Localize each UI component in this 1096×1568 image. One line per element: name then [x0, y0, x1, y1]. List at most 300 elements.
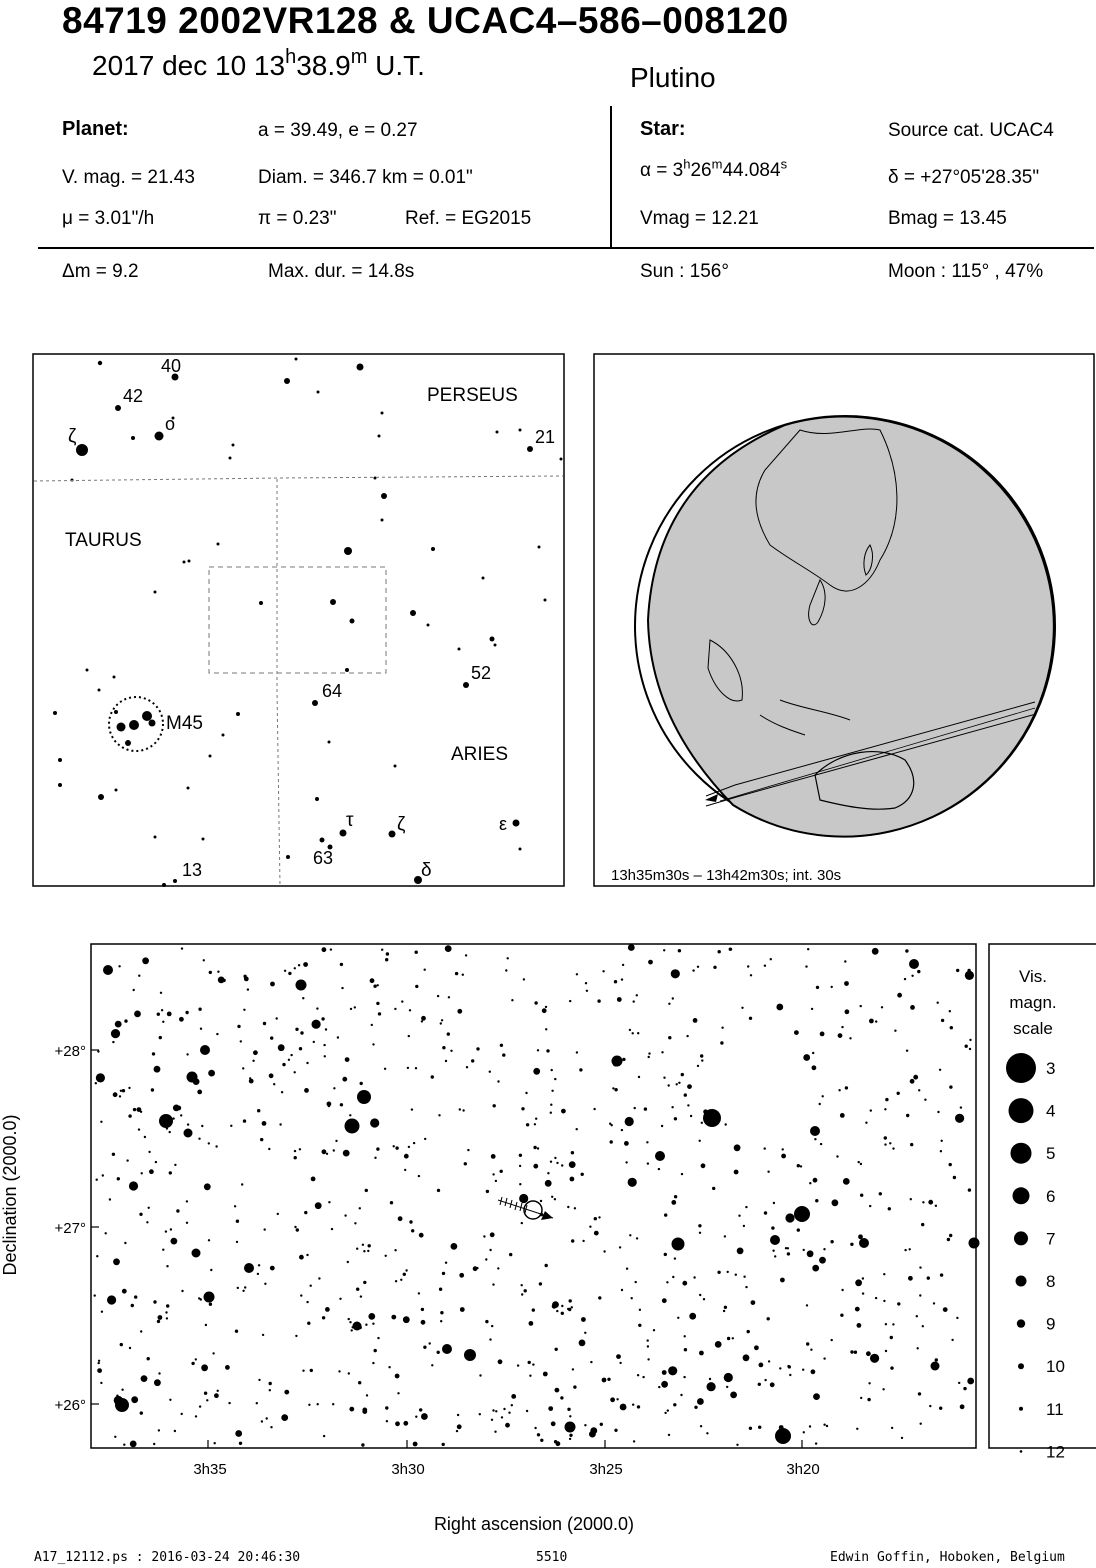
bright-star	[931, 1362, 940, 1371]
field-star	[171, 1238, 178, 1245]
field-star	[807, 1250, 814, 1257]
field-star	[663, 949, 665, 951]
field-star	[302, 997, 304, 999]
field-star	[547, 1172, 549, 1174]
field-star	[372, 1362, 374, 1364]
field-star	[830, 1240, 833, 1243]
field-star	[677, 1317, 679, 1319]
bright-star	[810, 1126, 820, 1136]
field-star	[384, 1068, 386, 1070]
field-star	[96, 1179, 98, 1181]
moon-elongation: Moon : 115° , 47%	[888, 261, 1044, 282]
field-star	[442, 1443, 445, 1446]
field-star	[326, 1153, 328, 1155]
field-star	[556, 1310, 558, 1312]
field-star	[875, 1297, 877, 1299]
field-star	[939, 1069, 941, 1071]
field-star	[393, 1145, 395, 1147]
field-star	[573, 1385, 576, 1388]
field-star	[594, 1231, 599, 1236]
field-star	[306, 1062, 308, 1064]
field-star	[371, 1024, 373, 1026]
finder-star	[202, 838, 205, 841]
field-star	[521, 1284, 523, 1286]
field-star	[537, 1433, 540, 1436]
field-star	[258, 1379, 260, 1381]
field-star	[636, 1237, 638, 1239]
mag-scale-title: Vis.	[1018, 967, 1048, 986]
field-star	[138, 975, 140, 977]
field-star	[205, 1324, 207, 1326]
field-star	[407, 1067, 409, 1069]
field-star	[571, 1151, 574, 1154]
field-star	[642, 1376, 644, 1378]
field-star	[940, 1273, 943, 1276]
field-star	[378, 1012, 381, 1015]
field-star	[800, 1165, 802, 1167]
field-star	[404, 1169, 406, 1171]
field-star	[633, 1000, 635, 1002]
field-star	[819, 1257, 826, 1264]
finder-star	[155, 432, 164, 441]
field-star	[304, 1088, 309, 1093]
field-star	[385, 1406, 388, 1409]
field-star	[261, 1420, 263, 1422]
field-star	[236, 1241, 238, 1243]
field-star	[358, 1381, 361, 1384]
field-star	[726, 1386, 728, 1388]
finder-star	[115, 405, 121, 411]
field-star	[614, 1429, 617, 1432]
field-star	[165, 1311, 167, 1313]
field-star	[811, 1369, 816, 1374]
field-star	[956, 1317, 958, 1319]
field-star	[860, 1005, 862, 1007]
mag-scale-entries	[1006, 1053, 1065, 1461]
field-star	[614, 980, 617, 983]
field-star	[586, 990, 588, 992]
field-star	[678, 1082, 680, 1084]
bright-star	[184, 1129, 193, 1138]
field-star	[476, 1047, 479, 1050]
field-star	[840, 1113, 845, 1118]
field-star	[240, 1040, 242, 1042]
field-star	[130, 1441, 137, 1448]
field-star	[466, 1066, 468, 1068]
field-star	[713, 966, 716, 969]
field-star	[933, 1302, 935, 1304]
field-star	[632, 1404, 634, 1406]
field-star	[815, 1199, 818, 1202]
field-star	[892, 1323, 894, 1325]
field-star	[112, 1153, 115, 1156]
field-star	[960, 1106, 962, 1108]
field-star	[284, 970, 286, 972]
field-star	[598, 1296, 601, 1299]
field-star	[112, 1041, 114, 1043]
field-star	[157, 1013, 160, 1016]
field-star	[120, 1343, 123, 1346]
field-star	[633, 1440, 635, 1442]
field-star	[554, 1157, 556, 1159]
field-star	[519, 1183, 521, 1185]
field-star	[131, 1396, 138, 1403]
field-star	[338, 1370, 340, 1372]
field-star	[787, 1365, 789, 1367]
field-star	[214, 1442, 216, 1444]
field-star	[598, 1216, 600, 1218]
field-star	[862, 1292, 864, 1294]
field-star	[278, 1044, 285, 1051]
field-star	[198, 1138, 200, 1140]
field-star	[161, 1009, 163, 1011]
field-star	[822, 1095, 824, 1097]
field-star	[295, 1335, 297, 1337]
field-star	[340, 1103, 343, 1106]
field-star	[551, 1090, 553, 1092]
field-star	[612, 1087, 614, 1089]
field-star	[697, 1398, 704, 1405]
field-star	[823, 1424, 825, 1426]
field-star	[94, 1294, 96, 1296]
field-star	[687, 1084, 692, 1089]
field-star	[919, 1294, 921, 1296]
field-star	[561, 1109, 566, 1114]
field-star	[489, 1071, 491, 1073]
field-star	[534, 1001, 537, 1004]
bright-star	[200, 1045, 210, 1055]
field-star	[437, 1189, 440, 1192]
planet-orbit: a = 39.49, e = 0.27	[258, 120, 418, 141]
field-star	[376, 1002, 379, 1005]
field-star	[937, 1002, 939, 1004]
field-star	[922, 1325, 924, 1327]
field-star	[867, 1398, 870, 1401]
field-star	[560, 1396, 563, 1399]
footer-file-info: A17_12112.ps : 2016-03-24 20:46:30	[34, 1550, 301, 1565]
field-star	[857, 1323, 862, 1328]
field-star	[521, 1222, 523, 1224]
event-datetime: 2017 dec 10 13$^h$38.9$^m$ U.T.	[92, 45, 425, 81]
field-star	[918, 1089, 920, 1091]
field-star	[111, 1029, 120, 1038]
field-star	[123, 1444, 125, 1446]
field-star	[377, 984, 379, 986]
field-star	[239, 1442, 242, 1445]
field-star	[354, 1006, 356, 1008]
field-star	[811, 1008, 813, 1010]
field-star	[409, 1220, 412, 1223]
field-star	[897, 1092, 900, 1095]
planet-motion: μ = 3.01"/h	[62, 208, 155, 229]
field-star	[897, 1302, 900, 1305]
field-star	[723, 1310, 725, 1312]
field-star	[905, 949, 908, 952]
field-star	[209, 1303, 212, 1306]
field-star	[441, 1019, 443, 1021]
field-star	[561, 1312, 564, 1315]
field-star	[315, 1202, 322, 1209]
field-star	[363, 1281, 366, 1284]
field-star	[693, 1276, 695, 1278]
finder-star	[482, 577, 485, 580]
field-star	[832, 1199, 839, 1206]
field-star	[257, 1273, 259, 1275]
field-star	[668, 1434, 670, 1436]
field-star	[198, 1297, 200, 1299]
finder-star	[544, 599, 547, 602]
field-star	[555, 1388, 560, 1393]
field-star	[497, 1080, 499, 1082]
field-star	[672, 1276, 674, 1278]
field-star	[225, 1365, 230, 1370]
field-star	[693, 1018, 698, 1023]
field-star	[509, 1253, 512, 1256]
field-star	[891, 1427, 893, 1429]
field-star	[749, 1427, 752, 1430]
field-star	[634, 1107, 636, 1109]
field-star	[725, 1123, 727, 1125]
planet-diameter: Diam. = 346.7 km = 0.01"	[258, 167, 473, 188]
field-star	[216, 1033, 218, 1035]
field-star	[797, 1164, 800, 1167]
field-star	[342, 1077, 347, 1082]
field-star	[836, 1155, 838, 1157]
ra-tick-label: 3h30	[391, 1461, 425, 1478]
field-star	[680, 1394, 682, 1396]
field-star	[266, 1417, 268, 1419]
field-star	[617, 997, 622, 1002]
finder-star	[58, 758, 62, 762]
field-star	[354, 1222, 356, 1224]
field-star	[181, 1413, 183, 1415]
field-star	[780, 1278, 785, 1283]
object-class: Plutino	[630, 62, 716, 93]
field-star	[910, 1005, 915, 1010]
field-star	[540, 1439, 543, 1442]
field-star	[333, 1087, 335, 1089]
field-star	[273, 1083, 275, 1085]
field-star	[764, 965, 766, 967]
field-star	[158, 1429, 160, 1431]
field-star	[174, 1164, 176, 1166]
field-star	[437, 1351, 440, 1354]
field-star	[581, 1317, 586, 1322]
field-star	[554, 1198, 556, 1200]
field-star	[638, 1076, 640, 1078]
bright-star	[244, 1263, 254, 1273]
field-star	[701, 1122, 703, 1124]
star-label: ζ	[68, 426, 77, 447]
field-star	[787, 1252, 790, 1255]
field-star	[579, 1068, 582, 1071]
field-star	[885, 1098, 888, 1101]
field-star	[671, 1200, 676, 1205]
field-star	[813, 1393, 820, 1400]
field-star	[415, 951, 418, 954]
field-star	[724, 1306, 727, 1309]
field-star	[154, 1379, 161, 1386]
constellation-boundary	[277, 479, 280, 886]
field-star	[360, 1082, 363, 1085]
star-label: 64	[322, 681, 343, 701]
field-star	[860, 1397, 862, 1399]
field-star	[151, 1088, 154, 1091]
field-star	[883, 1273, 885, 1275]
field-star	[493, 1104, 496, 1107]
field-star	[421, 1413, 428, 1420]
field-star	[751, 1300, 756, 1305]
field-star	[910, 1198, 912, 1200]
field-star	[191, 1362, 194, 1365]
finder-star	[113, 676, 116, 679]
field-star	[451, 1243, 458, 1250]
finder-star	[217, 543, 220, 546]
field-star	[134, 1011, 141, 1018]
field-star	[269, 1389, 271, 1391]
finder-star	[378, 435, 381, 438]
finder-star	[496, 431, 499, 434]
field-star	[234, 1205, 236, 1207]
field-star	[237, 1287, 239, 1289]
field-star	[117, 1177, 120, 1180]
field-star	[750, 974, 752, 976]
field-star	[413, 1142, 415, 1144]
field-star	[489, 1338, 491, 1340]
field-star	[166, 1304, 169, 1307]
finder-star	[154, 591, 157, 594]
field-star	[574, 1207, 576, 1209]
field-star	[411, 1108, 413, 1110]
field-star	[411, 1229, 414, 1232]
field-star	[637, 1032, 639, 1034]
field-star	[519, 1154, 522, 1157]
field-star	[664, 1213, 667, 1216]
field-star	[904, 1249, 906, 1251]
field-star	[167, 1012, 172, 1017]
field-star	[148, 1151, 150, 1153]
field-star	[169, 1171, 172, 1174]
star-chart-stars	[94, 944, 980, 1447]
field-star	[310, 1285, 312, 1287]
field-star	[500, 1170, 503, 1173]
field-star	[628, 944, 635, 951]
finder-star	[350, 619, 355, 624]
field-star	[489, 1249, 491, 1251]
field-star	[532, 1308, 535, 1311]
field-star	[539, 1282, 542, 1285]
field-star	[968, 1188, 971, 1191]
field-star	[671, 969, 680, 978]
field-star	[141, 1375, 148, 1382]
field-star	[619, 1246, 621, 1248]
field-star	[569, 1161, 576, 1168]
footer-author: Edwin Goffin, Hoboken, Belgium	[830, 1550, 1065, 1565]
finder-star	[519, 429, 522, 432]
field-star	[500, 1044, 503, 1047]
field-star	[343, 1150, 350, 1157]
finder-star	[538, 546, 541, 549]
field-star	[140, 1411, 143, 1414]
field-star	[368, 1313, 375, 1320]
field-star	[785, 1213, 794, 1222]
field-star	[819, 1103, 821, 1105]
star-source-catalog: Source cat. UCAC4	[888, 120, 1054, 141]
field-star	[155, 1161, 157, 1163]
field-star	[288, 972, 291, 975]
field-star	[141, 1172, 143, 1174]
field-star	[590, 1361, 592, 1363]
field-star	[318, 1277, 320, 1279]
field-star	[394, 1249, 396, 1251]
field-star	[699, 1294, 701, 1296]
finder-star	[312, 700, 318, 706]
field-star	[263, 1022, 266, 1025]
field-star	[758, 1426, 761, 1429]
field-star	[721, 1027, 723, 1029]
field-star	[881, 1006, 883, 1008]
bright-star	[565, 1422, 576, 1433]
field-star	[949, 1010, 951, 1012]
field-star	[339, 1298, 341, 1300]
field-star	[965, 1045, 968, 1048]
field-star	[699, 1351, 704, 1356]
mag-scale-label: 10	[1046, 1357, 1065, 1377]
field-star	[529, 1375, 531, 1377]
field-star	[840, 1314, 843, 1317]
field-star	[584, 1332, 586, 1334]
field-star	[845, 1009, 850, 1014]
star-label: 13	[182, 860, 203, 880]
field-star	[457, 1414, 459, 1416]
field-star	[672, 997, 674, 999]
field-star	[855, 1279, 862, 1286]
field-star	[467, 1149, 469, 1151]
finder-star	[76, 444, 88, 456]
bright-star	[655, 1151, 665, 1161]
star-label: 52	[471, 663, 492, 683]
field-star	[217, 971, 219, 973]
field-star	[361, 1443, 364, 1446]
field-star	[218, 977, 225, 984]
field-star	[807, 948, 809, 950]
field-star	[237, 1025, 240, 1028]
finder-star	[427, 624, 430, 627]
field-star	[262, 1334, 264, 1336]
field-star	[268, 1148, 270, 1150]
field-star	[440, 1022, 442, 1024]
bright-star	[159, 1114, 173, 1128]
field-star	[773, 1202, 775, 1204]
field-star	[159, 1036, 162, 1039]
globe-caption: 13h35m30s – 13h42m30s; int. 30s	[611, 867, 842, 884]
field-star	[511, 1404, 513, 1406]
finder-star	[494, 644, 497, 647]
field-star	[505, 969, 507, 971]
field-star	[582, 1240, 584, 1242]
field-star	[663, 1077, 665, 1079]
field-star	[269, 1073, 274, 1078]
sun-elongation: Sun : 156°	[640, 261, 729, 282]
field-star	[664, 1253, 667, 1256]
field-star	[543, 1372, 548, 1377]
finder-chart-stars	[53, 358, 563, 888]
field-star	[644, 1107, 647, 1110]
field-star	[149, 1169, 154, 1174]
field-star	[102, 1174, 104, 1176]
field-star	[647, 1162, 649, 1164]
field-star	[668, 1003, 670, 1005]
